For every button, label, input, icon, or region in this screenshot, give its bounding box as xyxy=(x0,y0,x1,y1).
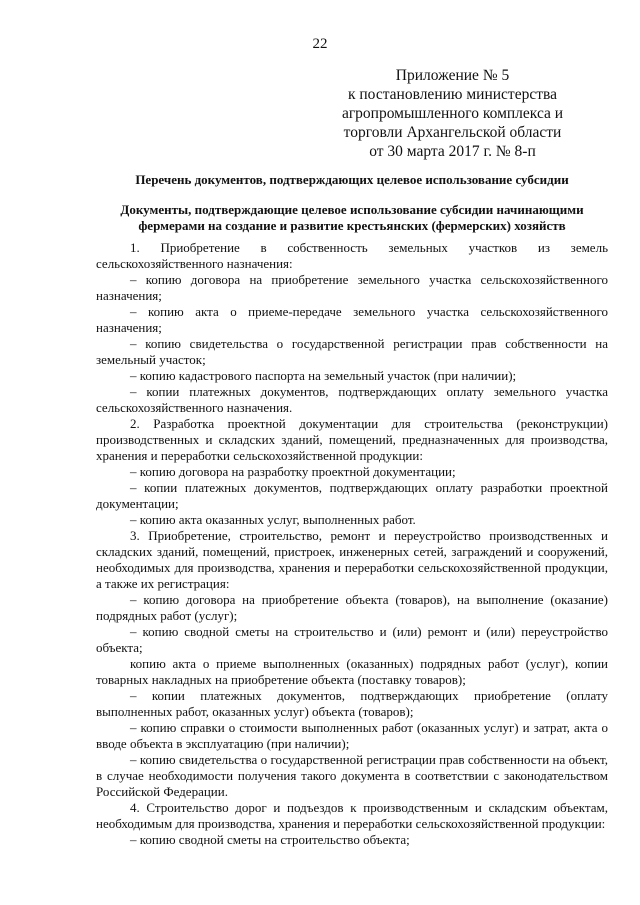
annex-line: от 30 марта 2017 г. № 8-п xyxy=(369,143,536,160)
paragraph: – копию свидетельства о государственной регистрации прав собственности на земельный участок; xyxy=(96,336,608,367)
annex-line: Приложение № 5 xyxy=(395,67,510,84)
paragraph: – копию акта о приеме-передаче земельного участка сельскохозяйственного назначения; xyxy=(96,304,608,335)
section-heading: Документы, подтверждающие целевое использование субсидии начинающими фермерами на создание и развитие крестьянских (фермерских) хозяйств xyxy=(120,202,584,233)
paragraph: 4. Строительство дорог и подъездов к производственным и складским объектам, необходимым для производства, хранения и переработки сельскохозяйственной продукции: xyxy=(96,800,608,831)
paragraph: – копию договора на разработку проектной документации; xyxy=(130,464,456,479)
annex-line: агропромышленного комплекса и xyxy=(341,105,564,122)
paragraph: – копии платежных документов, подтверждающих оплату земельного участка сельскохозяйственного назначения. xyxy=(96,384,608,415)
annex-line: торговли Архангельской области xyxy=(343,124,562,141)
paragraph: – копии платежных документов, подтверждающих приобретение (оплату выполненных работ, оказанных услуг) объекта (товаров); xyxy=(96,688,608,719)
paragraph: – копию справки о стоимости выполненных работ (оказанных услуг) и затрат, акта о вводе объекта в эксплуатацию (при наличии); xyxy=(96,720,608,751)
paragraph: 1. Приобретение в собственность земельных участков из земель сельскохозяйственного назначения: xyxy=(96,240,608,271)
paragraph: 3. Приобретение, строительство, ремонт и переустройство производственных и складских зданий, помещений, пристроек, инженерных сетей, заграждений и сооружений, необходимых для производства, хранения и переработки сельскохозяйственной продукции, а также их регистрация: xyxy=(96,528,608,591)
paragraph: – копию договора на приобретение земельного участка сельскохозяйственного назначения; xyxy=(96,272,608,303)
paragraph: – копию договора на приобретение объекта (товаров), на выполнение (оказание) подрядных работ (услуг); xyxy=(96,592,608,623)
document-body xyxy=(96,240,608,848)
paragraph: – копию сводной сметы на строительство объекта; xyxy=(130,832,410,847)
document-heading: Перечень документов, подтверждающих целевое использование субсидии xyxy=(135,172,569,187)
paragraph: – копию свидетельства о государственной регистрации прав собственности на объект, в случае необходимости получения такого документа в соответствии с законодательством Российской Федерации. xyxy=(96,752,608,799)
page-number: 22 xyxy=(312,36,328,52)
annex-header xyxy=(330,66,575,161)
paragraph: 2. Разработка проектной документации для строительства (реконструкции) производственных и складских зданий, помещений, предназначенных для производства, хранения и переработки сельскохозяйственной продукции: xyxy=(96,416,608,463)
paragraph: – копию кадастрового паспорта на земельный участок (при наличии); xyxy=(130,368,517,383)
paragraph: – копию акта оказанных услуг, выполненных работ. xyxy=(130,512,416,527)
paragraph: – копию сводной сметы на строительство и (или) ремонт и (или) переустройство объекта; xyxy=(96,624,608,655)
paragraph: – копии платежных документов, подтверждающих оплату разработки проектной документации; xyxy=(96,480,608,511)
paragraph: копию акта о приеме выполненных (оказанных) подрядных работ (услуг), копии товарных накладных на приобретение объекта (поставку товаров); xyxy=(96,656,608,687)
annex-line: к постановлению министерства xyxy=(347,86,557,103)
